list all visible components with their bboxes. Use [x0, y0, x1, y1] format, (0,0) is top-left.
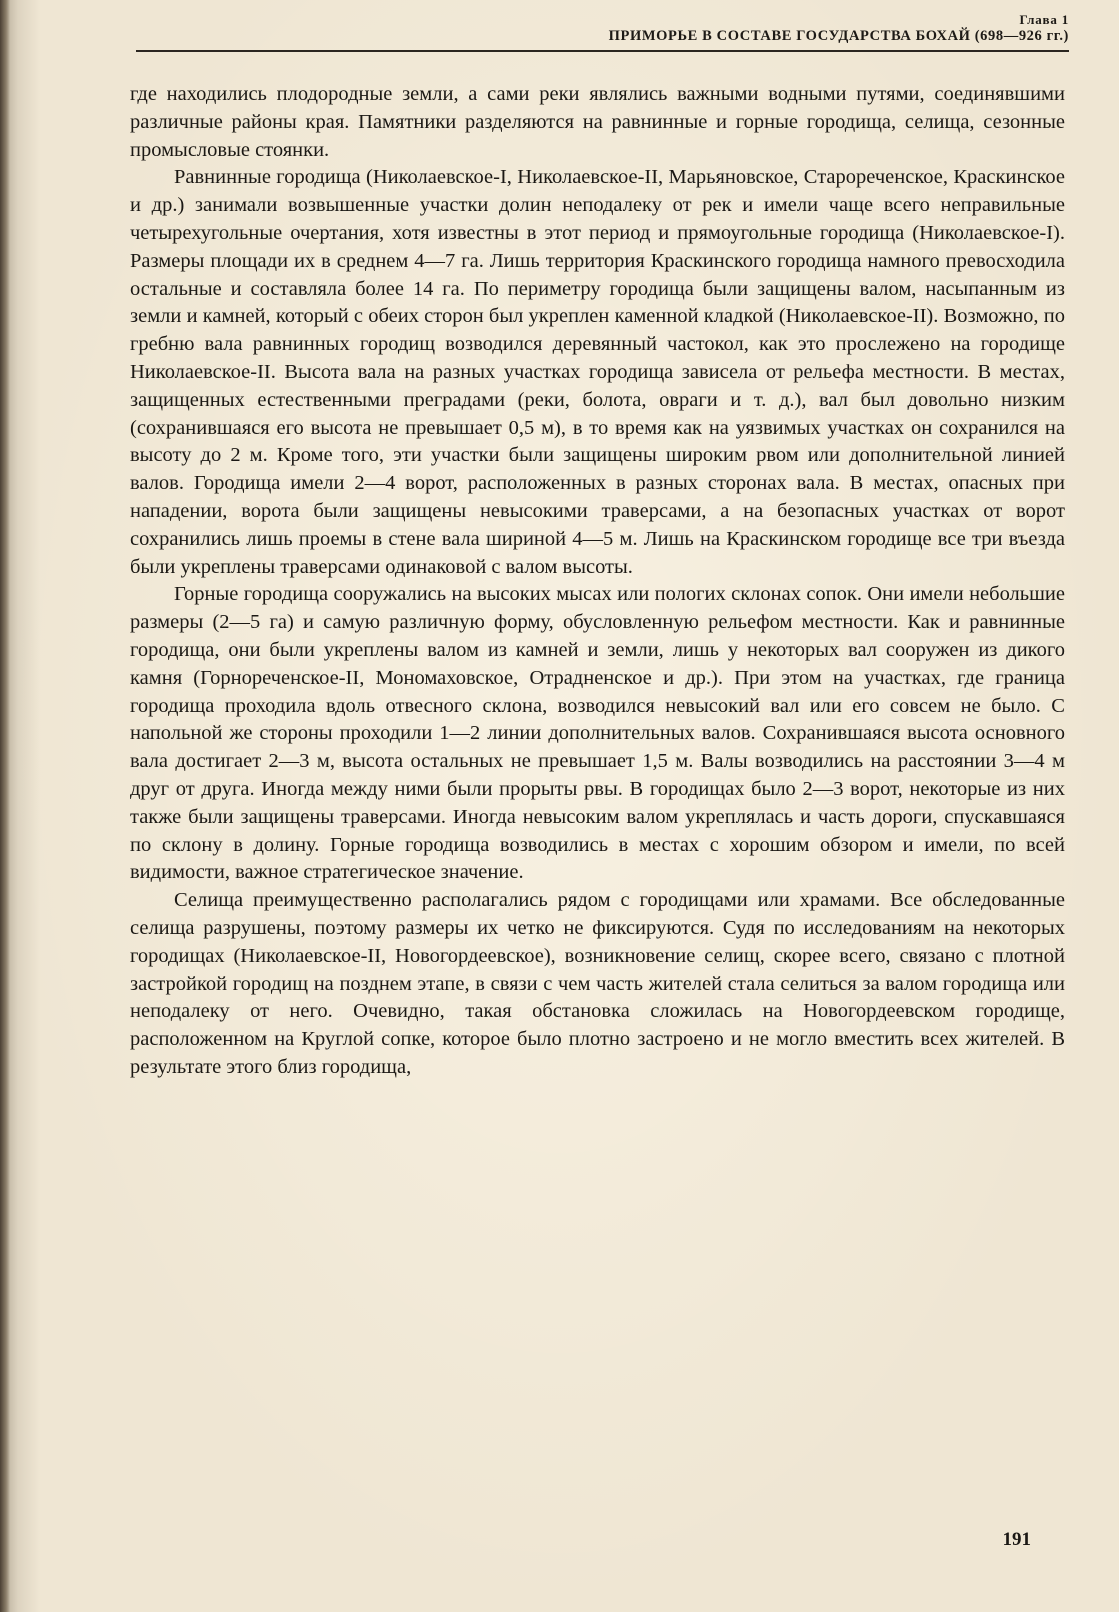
page-spine-shadow — [0, 0, 10, 1612]
page-number: 191 — [1002, 1529, 1031, 1550]
paragraph-4: Селища преимущественно располагались рядом с городищами или храмами. Все обследованные селища разрушены, поэтому размеры их четко не фиксируются. Судя по исследованиям на некоторых городищах (Николаевское-II, Новогордеевское), возникновение селищ, скорее всего, связано с плотной застройкой городищ на позднем этапе, в связи с чем часть жителей стала селиться за валом городища или неподалеку от него. Очевидно, такая обстановка сложилась на Новогордеевском городище, расположенном на Круглой сопке, которое было плотно застроено и не могло вместить всех жителей. В результате этого близ городища, — [130, 889, 1065, 1078]
header-rule — [136, 50, 1069, 52]
running-title: ПРИМОРЬЕ В СОСТАВЕ ГОСУДАРСТВА БОХАЙ (698—926 гг.) — [608, 28, 1069, 44]
paragraph-2: Равнинные городища (Николаевское-I, Николаевское-II, Марьяновское, Старореченское, Краскинское и др.) занимали возвышенные участки долин неподалеку от рек и имели чаще всего неправильные четырехугольные очертания, хотя известны в этот период и прямоугольные городища (Николаевское-I). Размеры площади их в среднем 4—7 га. Лишь территория Краскинского городища намного превосходила остальные и составляла более 14 га. По периметру городища были защищены валом, насыпанным из земли и камней, который с обеих сторон был укреплен каменной кладкой (Николаевское-II). Возможно, по гребню вала равнинных городищ возводился деревянный частокол, как это прослежено на городище Николаевское-II. Высота вала на разных участках городища зависела от рельефа местности. В местах, защищенных естественными преградами (реки, болота, овраги и т. д.), вал был довольно низким (сохранившаяся его высота не превышает 0,5 м), в то время как на уязвимых участках он сохранился на высоту до 2 м. Кроме того, эти участки были защищены широким рвом или дополнительной линией валов. Городища имели 2—4 ворот, расположенных в разных сторонах вала. В местах, опасных при нападении, ворота были защищены невысокими траверсами, а на безопасных участках от ворот сохранились лишь проемы в стене вала шириной 4—5 м. Лишь на Краскинском городище все три въезда были укреплены траверсами одинаковой с валом высоты. — [130, 166, 1065, 578]
running-header — [136, 12, 1069, 45]
paragraph-1: где находились плодородные земли, а сами реки являлись важными водными путями, соединявшими различные районы края. Памятники разделяются на равнинные и горные городища, селища, сезонные промысловые стоянки. — [130, 83, 1065, 161]
body-text — [130, 81, 1065, 1082]
paragraph-3: Горные городища сооружались на высоких мысах или пологих склонах сопок. Они имели небольшие размеры (2—5 га) и самую различную форму, обусловленную рельефом местности. Как и равнинные городища, они были укреплены валом из камней и земли, лишь у некоторых вал сооружен из дикого камня (Горнореченское-II, Мономаховское, Отрадненское и др.). При этом на участках, где граница городища проходила вдоль отвесного склона, возводился невысокий вал или его совсем не было. С напольной же стороны проходили 1—2 линии дополнительных валов. Сохранившаяся высота основного вала достигает 2—3 м, высота остальных не превышает 1,5 м. Валы возводились на расстоянии 3—4 м друг от друга. Иногда между ними были прорыты рвы. В городищах было 2—3 ворот, некоторые из них также были защищены траверсами. Иногда невысоким валом укреплялась и часть дороги, спускавшаяся по склону в долину. Горные городища возводились в местах с хорошим обзором и имели, по всей видимости, важное стратегическое значение. — [130, 583, 1065, 884]
chapter-label: Глава 1 — [1019, 12, 1069, 27]
